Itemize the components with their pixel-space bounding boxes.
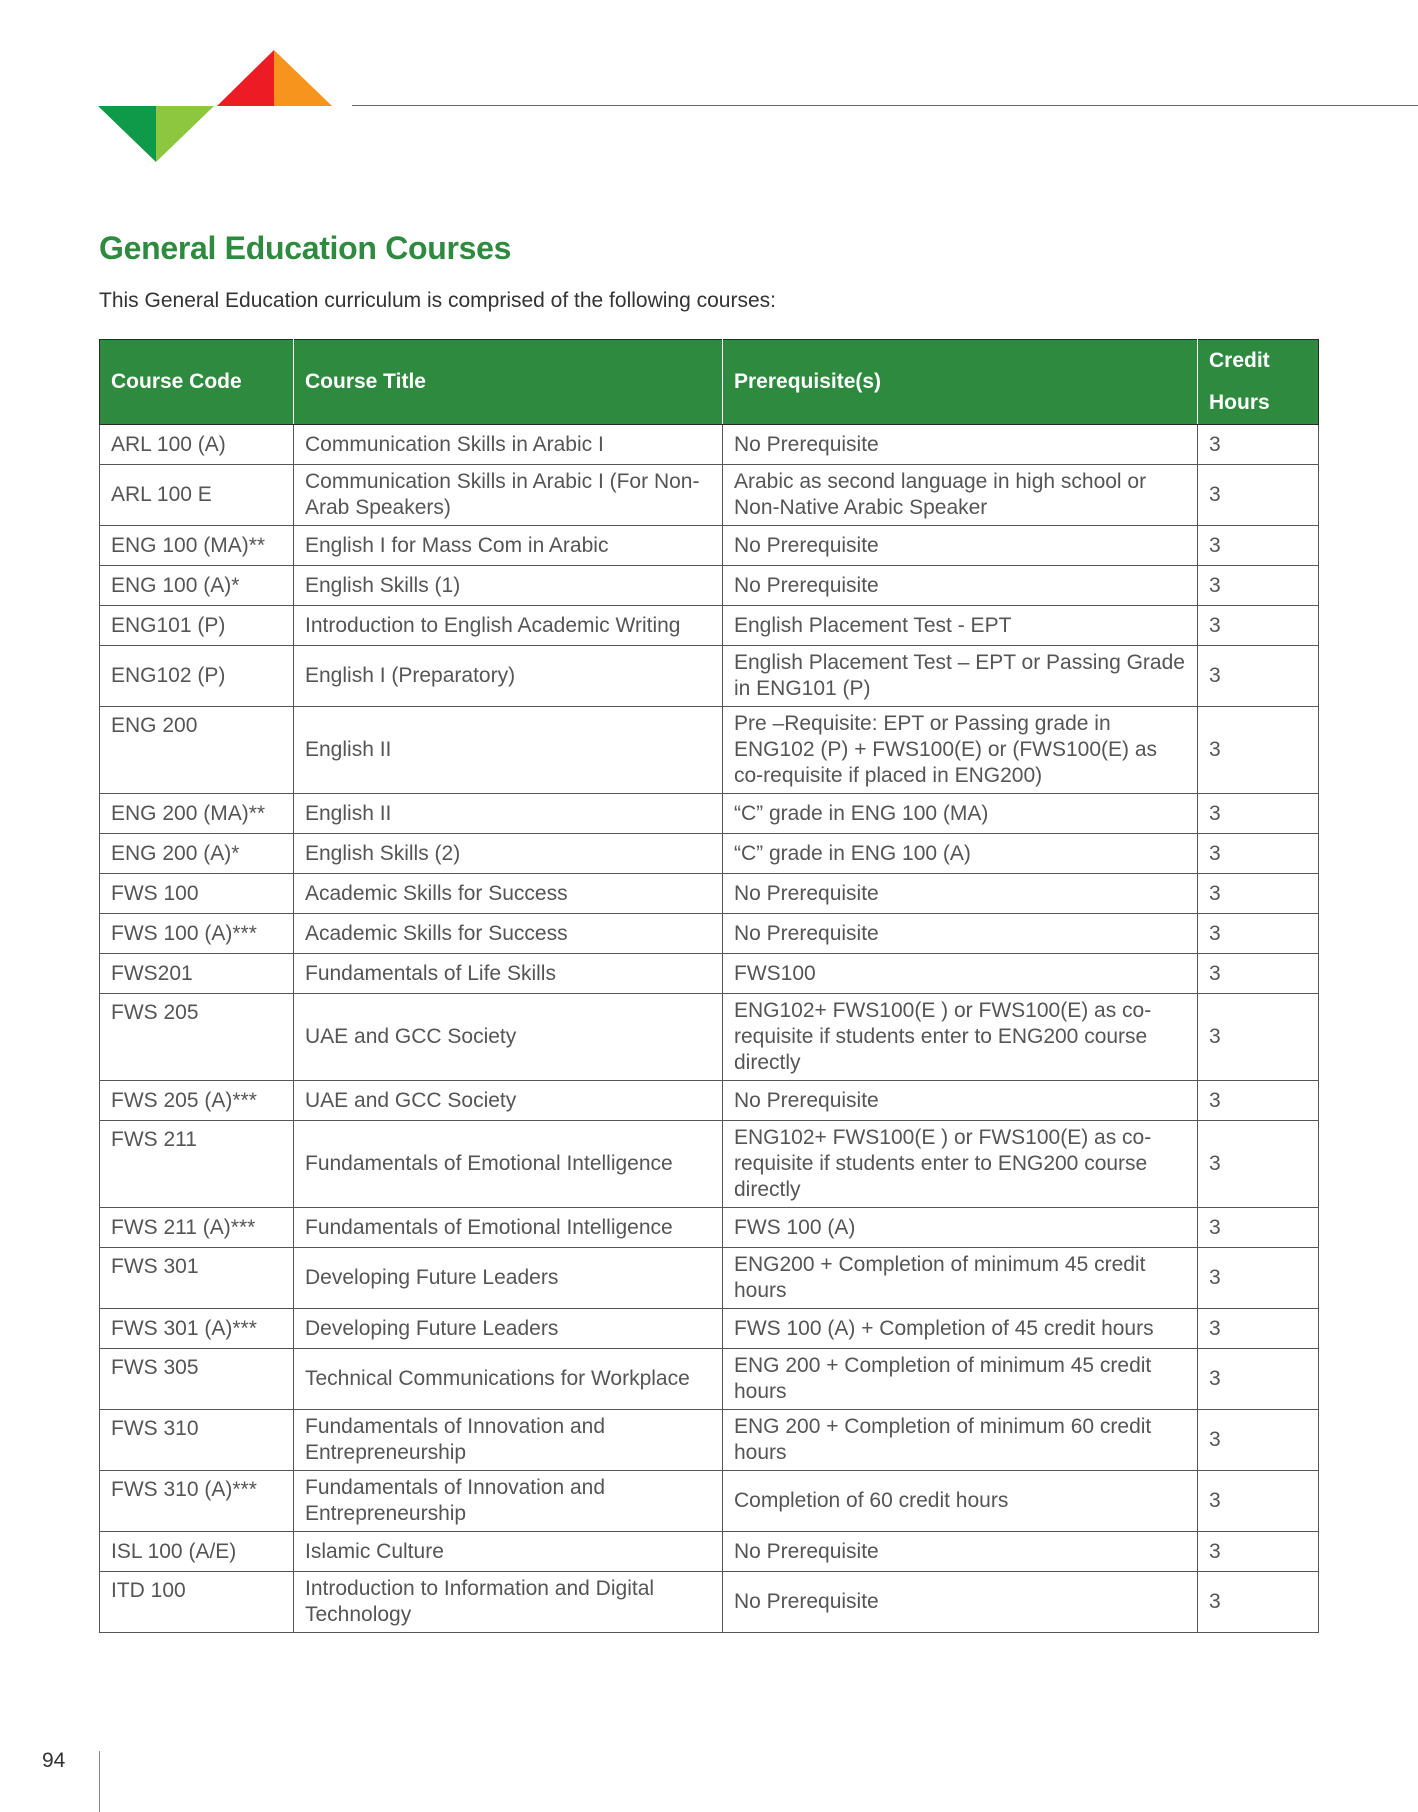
table-row	[100, 1248, 1319, 1309]
cell-credit-hours: 3	[1198, 465, 1319, 526]
table-row	[100, 646, 1319, 707]
header-credit-line1: Credit	[1209, 349, 1270, 372]
cell-course-code: FWS 305	[100, 1349, 294, 1410]
cell-course-code: ENG 100 (MA)**	[100, 526, 294, 566]
cell-credit-hours: 3	[1198, 1081, 1319, 1121]
cell-course-code: ITD 100	[100, 1572, 294, 1633]
cell-prerequisite: ENG 200 + Completion of minimum 45 credit hours	[723, 1349, 1198, 1410]
cell-course-code: FWS 310	[100, 1410, 294, 1471]
cell-credit-hours: 3	[1198, 1208, 1319, 1248]
cell-course-code: FWS 100	[100, 874, 294, 914]
cell-credit-hours: 3	[1198, 994, 1319, 1081]
cell-course-title: Fundamentals of Emotional Intelligence	[294, 1208, 723, 1248]
logo-triangle-orange	[274, 50, 332, 106]
table-row	[100, 1572, 1319, 1633]
cell-course-title: UAE and GCC Society	[294, 994, 723, 1081]
cell-course-code: ISL 100 (A/E)	[100, 1532, 294, 1572]
table-row	[100, 1532, 1319, 1572]
courses-table	[99, 339, 1319, 1633]
cell-prerequisite: English Placement Test - EPT	[723, 606, 1198, 646]
header-course-code: Course Code	[100, 340, 294, 425]
cell-course-title: Introduction to Information and Digital Technology	[294, 1572, 723, 1633]
cell-course-title: Academic Skills for Success	[294, 914, 723, 954]
cell-course-title: Developing Future Leaders	[294, 1309, 723, 1349]
cell-credit-hours: 3	[1198, 425, 1319, 465]
table-row	[100, 1410, 1319, 1471]
cell-course-code: ARL 100 (A)	[100, 425, 294, 465]
cell-course-title: Fundamentals of Life Skills	[294, 954, 723, 994]
cell-credit-hours: 3	[1198, 1121, 1319, 1208]
cell-course-title: Academic Skills for Success	[294, 874, 723, 914]
cell-credit-hours: 3	[1198, 1248, 1319, 1309]
cell-credit-hours: 3	[1198, 646, 1319, 707]
cell-course-title: Developing Future Leaders	[294, 1248, 723, 1309]
table-row	[100, 707, 1319, 794]
cell-credit-hours: 3	[1198, 1572, 1319, 1633]
cell-course-title: English II	[294, 794, 723, 834]
cell-prerequisite: No Prerequisite	[723, 1081, 1198, 1121]
cell-course-title: English Skills (1)	[294, 566, 723, 606]
table-row	[100, 606, 1319, 646]
cell-prerequisite: ENG200 + Completion of minimum 45 credit hours	[723, 1248, 1198, 1309]
table-row	[100, 526, 1319, 566]
cell-prerequisite: “C” grade in ENG 100 (A)	[723, 834, 1198, 874]
cell-credit-hours: 3	[1198, 914, 1319, 954]
cell-course-title: Islamic Culture	[294, 1532, 723, 1572]
page-title: General Education Courses	[99, 230, 512, 266]
cell-prerequisite: ENG102+ FWS100(E ) or FWS100(E) as co-requisite if students enter to ENG200 course directly	[723, 1121, 1198, 1208]
table-row	[100, 1081, 1319, 1121]
cell-course-code: ENG 200 (A)*	[100, 834, 294, 874]
cell-prerequisite: FWS100	[723, 954, 1198, 994]
cell-prerequisite: FWS 100 (A)	[723, 1208, 1198, 1248]
cell-course-title: Communication Skills in Arabic I	[294, 425, 723, 465]
cell-prerequisite: No Prerequisite	[723, 1572, 1198, 1633]
table-row	[100, 465, 1319, 526]
cell-credit-hours: 3	[1198, 794, 1319, 834]
cell-credit-hours: 3	[1198, 707, 1319, 794]
cell-course-code: FWS 301 (A)***	[100, 1309, 294, 1349]
table-row	[100, 994, 1319, 1081]
cell-prerequisite: Pre –Requisite: EPT or Passing grade in ENG102 (P) + FWS100(E) or (FWS100(E) as co-requisite if placed in ENG200)	[723, 707, 1198, 794]
page-number: 94	[42, 1749, 66, 1772]
cell-course-title: English I (Preparatory)	[294, 646, 723, 707]
cell-course-code: FWS 205 (A)***	[100, 1081, 294, 1121]
cell-course-code: FWS 301	[100, 1248, 294, 1309]
cell-course-title: Fundamentals of Emotional Intelligence	[294, 1121, 723, 1208]
header-course-title: Course Title	[294, 340, 723, 425]
table-body	[100, 425, 1319, 1633]
header-credit-line2: Hours	[1209, 391, 1270, 414]
cell-course-title: Fundamentals of Innovation and Entrepreneurship	[294, 1471, 723, 1532]
cell-credit-hours: 3	[1198, 526, 1319, 566]
table-row	[100, 566, 1319, 606]
cell-course-title: English II	[294, 707, 723, 794]
cell-course-code: ENG 100 (A)*	[100, 566, 294, 606]
table-row	[100, 425, 1319, 465]
header-divider	[352, 105, 1418, 106]
cell-course-code: ENG 200	[100, 707, 294, 794]
cell-prerequisite: No Prerequisite	[723, 526, 1198, 566]
cell-course-code: FWS 100 (A)***	[100, 914, 294, 954]
cell-prerequisite: No Prerequisite	[723, 914, 1198, 954]
header-credit-hours	[1198, 340, 1319, 425]
cell-course-title: Communication Skills in Arabic I (For Non-Arab Speakers)	[294, 465, 723, 526]
logo-triangle-light-green	[156, 106, 214, 162]
header-prerequisites: Prerequisite(s)	[723, 340, 1198, 425]
cell-prerequisite: Completion of 60 credit hours	[723, 1471, 1198, 1532]
cell-course-code: ENG102 (P)	[100, 646, 294, 707]
cell-credit-hours: 3	[1198, 606, 1319, 646]
cell-course-code: ARL 100 E	[100, 465, 294, 526]
cell-course-code: ENG 200 (MA)**	[100, 794, 294, 834]
cell-credit-hours: 3	[1198, 874, 1319, 914]
table-row	[100, 874, 1319, 914]
cell-credit-hours: 3	[1198, 1471, 1319, 1532]
cell-course-code: FWS201	[100, 954, 294, 994]
cell-prerequisite: “C” grade in ENG 100 (MA)	[723, 794, 1198, 834]
cell-credit-hours: 3	[1198, 1532, 1319, 1572]
cell-course-code: FWS 205	[100, 994, 294, 1081]
cell-course-title: Fundamentals of Innovation and Entrepreneurship	[294, 1410, 723, 1471]
cell-credit-hours: 3	[1198, 1410, 1319, 1471]
cell-course-title: UAE and GCC Society	[294, 1081, 723, 1121]
intro-text: This General Education curriculum is comprised of the following courses:	[99, 289, 776, 312]
logo-triangles	[98, 50, 338, 162]
cell-course-title: English Skills (2)	[294, 834, 723, 874]
table-row	[100, 794, 1319, 834]
cell-prerequisite: English Placement Test – EPT or Passing Grade in ENG101 (P)	[723, 646, 1198, 707]
cell-course-code: ENG101 (P)	[100, 606, 294, 646]
cell-course-title: Technical Communications for Workplace	[294, 1349, 723, 1410]
table-header-row	[100, 340, 1319, 425]
cell-course-code: FWS 211	[100, 1121, 294, 1208]
footer-divider	[99, 1751, 100, 1812]
logo-triangle-dark-green	[98, 106, 156, 162]
logo-triangle-red	[217, 50, 274, 106]
table-row	[100, 1471, 1319, 1532]
table-row	[100, 914, 1319, 954]
cell-credit-hours: 3	[1198, 566, 1319, 606]
cell-credit-hours: 3	[1198, 1349, 1319, 1410]
cell-prerequisite: FWS 100 (A) + Completion of 45 credit hours	[723, 1309, 1198, 1349]
cell-prerequisite: ENG102+ FWS100(E ) or FWS100(E) as co-requisite if students enter to ENG200 course directly	[723, 994, 1198, 1081]
table-row	[100, 1121, 1319, 1208]
cell-prerequisite: Arabic as second language in high school or Non-Native Arabic Speaker	[723, 465, 1198, 526]
cell-course-code: FWS 310 (A)***	[100, 1471, 294, 1532]
cell-prerequisite: No Prerequisite	[723, 566, 1198, 606]
cell-credit-hours: 3	[1198, 1309, 1319, 1349]
table-row	[100, 954, 1319, 994]
cell-course-title: Introduction to English Academic Writing	[294, 606, 723, 646]
cell-credit-hours: 3	[1198, 834, 1319, 874]
cell-prerequisite: No Prerequisite	[723, 874, 1198, 914]
cell-course-code: FWS 211 (A)***	[100, 1208, 294, 1248]
table-row	[100, 1309, 1319, 1349]
table-row	[100, 1349, 1319, 1410]
cell-prerequisite: No Prerequisite	[723, 1532, 1198, 1572]
cell-prerequisite: No Prerequisite	[723, 425, 1198, 465]
cell-credit-hours: 3	[1198, 954, 1319, 994]
cell-prerequisite: ENG 200 + Completion of minimum 60 credit hours	[723, 1410, 1198, 1471]
cell-course-title: English I for Mass Com in Arabic	[294, 526, 723, 566]
table-row	[100, 1208, 1319, 1248]
table-row	[100, 834, 1319, 874]
